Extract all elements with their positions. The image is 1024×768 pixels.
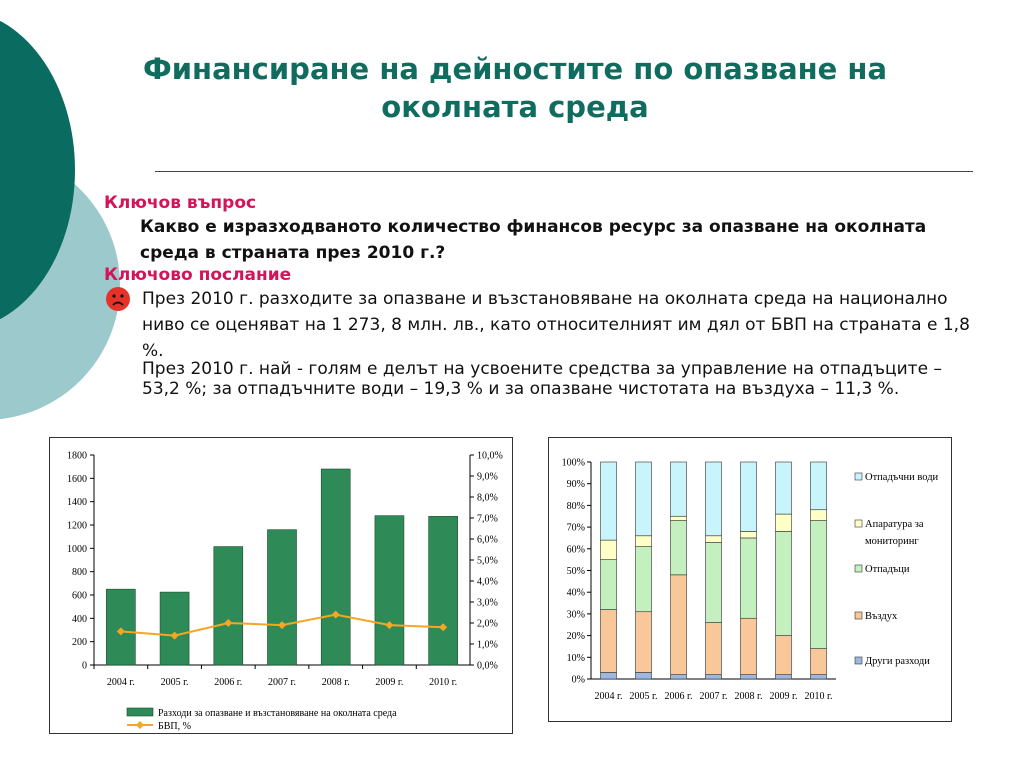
y2-tick-label: 9,0% xyxy=(477,471,498,483)
stacked-segment xyxy=(811,462,827,510)
stacked-segment xyxy=(741,538,757,618)
y2-tick-label: 7,0% xyxy=(477,513,498,525)
legend-label: Апаратура за xyxy=(865,519,924,530)
x-tick-label: 2005 г. xyxy=(160,677,189,688)
bar xyxy=(160,592,189,665)
key-question-label: Ключов въпрос xyxy=(104,193,257,213)
key-message-paragraph-1: През 2010 г. разходите за опазване и възстановяване на околната среда на национално ниво се оценяват на 1 273, 8 млн. лв., като относителният им дял от БВП на страната е 1,8 %. xyxy=(142,289,970,361)
key-question-text: Какво е изразходваното количество финансов ресурс за опазване на околната среда в страната през 2010 г.? xyxy=(140,217,927,263)
stacked-segment xyxy=(776,675,792,679)
y-tick-label: 90% xyxy=(566,479,585,491)
x-tick-label: 2008 г. xyxy=(734,691,763,702)
bar xyxy=(106,589,135,665)
y-tick-label: 0 xyxy=(82,660,87,672)
x-tick-label: 2008 г. xyxy=(321,677,350,688)
key-message-paragraph-2: През 2010 г. най - голям е делът на усвоените средства за управление на отпадъците – 53,2 %; за отпадъчните води – 19,3 % и за опазване чистотата на въздуха – 11,3 %. xyxy=(142,359,942,399)
y-tick-label: 60% xyxy=(566,544,585,556)
sad-face-icon xyxy=(106,287,130,311)
stacked-segment xyxy=(811,521,827,649)
x-tick-label: 2009 г. xyxy=(375,677,404,688)
y-tick-label: 200 xyxy=(72,637,87,649)
stacked-segment xyxy=(671,675,687,679)
title-divider xyxy=(155,171,973,172)
legend-swatch xyxy=(855,612,862,619)
stacked-segment xyxy=(671,516,687,520)
legend-swatch xyxy=(855,657,862,664)
y2-tick-label: 4,0% xyxy=(477,576,498,588)
stacked-segment xyxy=(811,675,827,679)
x-tick-label: 2005 г. xyxy=(629,691,658,702)
structure-chart xyxy=(548,437,952,722)
legend-label-bars: Разходи за опазване и възстановяване на околната среда xyxy=(158,708,397,719)
stacked-segment xyxy=(706,536,722,543)
y2-tick-label: 0,0% xyxy=(477,660,498,672)
legend-label: Други разходи xyxy=(865,656,930,667)
x-tick-label: 2010 г. xyxy=(429,677,458,688)
stacked-segment xyxy=(706,675,722,679)
y-tick-label: 600 xyxy=(72,590,87,602)
y2-tick-label: 8,0% xyxy=(477,492,498,504)
y-tick-label: 1600 xyxy=(67,473,87,485)
y2-tick-label: 5,0% xyxy=(477,555,498,567)
x-tick-label: 2010 г. xyxy=(804,691,833,702)
y2-tick-label: 2,0% xyxy=(477,618,498,630)
stacked-segment xyxy=(671,521,687,575)
legend-label-line: БВП, % xyxy=(158,721,191,732)
y-tick-label: 80% xyxy=(566,500,585,512)
y-tick-label: 100% xyxy=(561,457,585,469)
legend-swatch xyxy=(855,473,862,480)
x-tick-label: 2007 г. xyxy=(268,677,296,688)
stacked-segment xyxy=(706,542,722,622)
legend-swatch-bars xyxy=(127,708,153,716)
stacked-segment xyxy=(811,510,827,521)
stacked-segment xyxy=(601,610,617,673)
y2-tick-label: 1,0% xyxy=(477,639,498,651)
bar xyxy=(214,547,243,665)
bar xyxy=(429,516,458,665)
bar xyxy=(375,516,404,665)
y-tick-label: 50% xyxy=(566,566,585,577)
legend-label: Отпадъци xyxy=(865,564,910,575)
y-tick-label: 40% xyxy=(566,587,585,599)
bar xyxy=(321,469,350,665)
y-tick-label: 20% xyxy=(566,631,585,643)
stacked-segment xyxy=(601,560,617,610)
stacked-segment xyxy=(601,462,617,540)
y-tick-label: 10% xyxy=(566,652,585,664)
structure-chart-svg xyxy=(549,438,951,721)
stacked-segment xyxy=(636,612,652,673)
y2-tick-label: 6,0% xyxy=(477,534,498,546)
legend-label: Отпадъчни води xyxy=(865,472,939,483)
y-tick-label: 1800 xyxy=(67,450,87,462)
bar xyxy=(268,530,297,665)
legend-swatch xyxy=(855,565,862,572)
stacked-segment xyxy=(636,672,652,679)
stacked-segment xyxy=(776,636,792,675)
x-tick-label: 2007 г. xyxy=(699,691,728,702)
stacked-segment xyxy=(741,675,757,679)
stacked-segment xyxy=(811,649,827,675)
stacked-segment xyxy=(741,531,757,538)
stacked-segment xyxy=(636,536,652,547)
x-tick-label: 2004 г. xyxy=(106,677,135,688)
key-message-label: Ключово послание xyxy=(104,265,292,285)
stacked-segment xyxy=(601,540,617,560)
stacked-segment xyxy=(671,575,687,675)
slide-title: Финансиране на дейностите по опазване на околната среда xyxy=(142,52,888,124)
expenditure-chart-svg xyxy=(50,438,512,733)
expenditure-chart xyxy=(49,437,513,734)
legend-swatch xyxy=(855,520,862,527)
stacked-segment xyxy=(636,462,652,536)
y-tick-label: 70% xyxy=(566,522,585,534)
legend-label: Въздух xyxy=(865,611,898,622)
stacked-segment xyxy=(776,514,792,531)
stacked-segment xyxy=(776,462,792,514)
stacked-segment xyxy=(776,531,792,635)
x-tick-label: 2006 г. xyxy=(214,677,243,688)
stacked-segment xyxy=(671,462,687,516)
y-tick-label: 800 xyxy=(72,567,87,579)
x-tick-label: 2006 г. xyxy=(664,691,693,702)
stacked-segment xyxy=(636,547,652,612)
x-tick-label: 2004 г. xyxy=(594,691,623,702)
y2-tick-label: 10,0% xyxy=(477,450,503,462)
y-tick-label: 1000 xyxy=(67,543,87,555)
y-tick-label: 30% xyxy=(566,609,585,621)
y2-tick-label: 3,0% xyxy=(477,597,498,609)
x-tick-label: 2009 г. xyxy=(769,691,798,702)
y-tick-label: 1400 xyxy=(67,497,87,509)
y-tick-label: 1200 xyxy=(67,520,87,532)
legend-marker-line xyxy=(136,721,144,729)
stacked-segment xyxy=(741,462,757,531)
y-tick-label: 400 xyxy=(72,613,87,625)
legend-label-cont: мониторинг xyxy=(865,536,919,547)
stacked-segment xyxy=(706,623,722,675)
stacked-segment xyxy=(741,618,757,674)
stacked-segment xyxy=(601,672,617,679)
stacked-segment xyxy=(706,462,722,536)
y-tick-label: 0% xyxy=(571,674,585,686)
